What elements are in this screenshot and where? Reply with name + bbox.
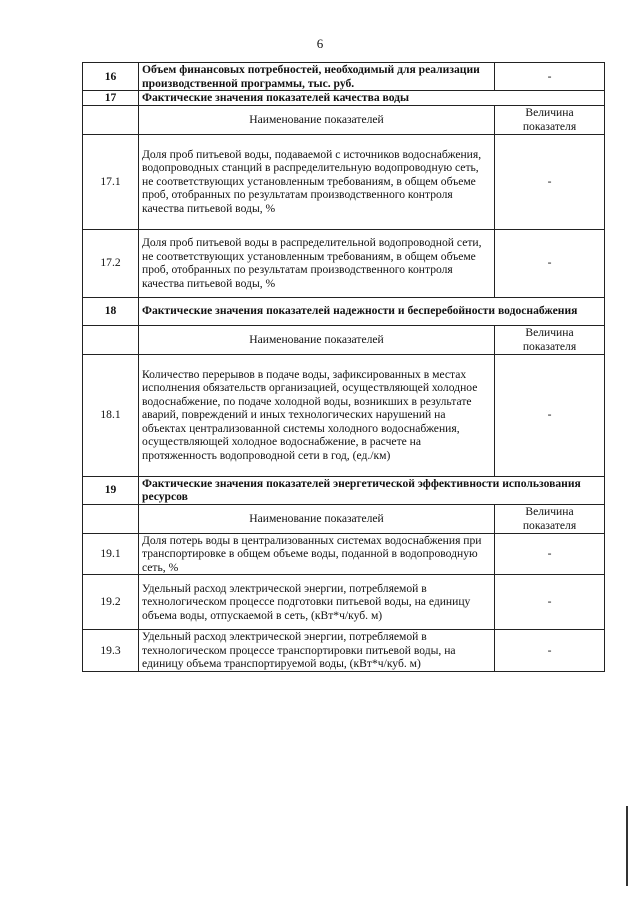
column-header-name: Наименование показателей xyxy=(139,504,495,533)
row-number: 19 xyxy=(83,476,139,504)
table-row-18 xyxy=(83,297,605,325)
row-number: 19.1 xyxy=(83,533,139,575)
row-description: Удельный расход электрической энергии, потребляемой в технологическом процессе подготовки питьевой воды, на единицу объема воды, отпускаемой в сеть, (кВт*ч/куб. м) xyxy=(139,575,495,630)
table-row-19-3 xyxy=(83,630,605,672)
page-number: 6 xyxy=(316,36,324,51)
row-description: Доля проб питьевой воды, подаваемой с источников водоснабжения, водопроводных станций в распределительную водопроводную сеть, не соответствующих установленным требованиям, в общем объеме проб, отобранных по результатам производственного контроля качества питьевой воды, % xyxy=(139,134,495,229)
table-row-19-1 xyxy=(83,533,605,575)
indicators-table xyxy=(82,62,605,672)
table-header-row xyxy=(83,504,605,533)
row-number: 18.1 xyxy=(83,354,139,476)
row-number: 18 xyxy=(83,297,139,325)
table-row-16 xyxy=(83,63,605,91)
table-header-row xyxy=(83,105,605,134)
row-value: - xyxy=(495,63,605,91)
column-header-value: Величина показателя xyxy=(495,504,605,533)
row-value: - xyxy=(495,134,605,229)
table-header-row xyxy=(83,325,605,354)
column-header-value: Величина показателя xyxy=(495,105,605,134)
row-number: 17.1 xyxy=(83,134,139,229)
empty-cell xyxy=(83,105,139,134)
table-row-17-2 xyxy=(83,229,605,297)
row-value: - xyxy=(495,354,605,476)
section-title: Фактические значения показателей энергетической эффективности использования ресурсов xyxy=(139,476,605,504)
table-row-19 xyxy=(83,476,605,504)
section-title: Фактические значения показателей качества воды xyxy=(139,91,605,106)
column-header-name: Наименование показателей xyxy=(139,325,495,354)
row-number: 19.3 xyxy=(83,630,139,672)
row-number: 17 xyxy=(83,91,139,106)
column-header-value: Величина показателя xyxy=(495,325,605,354)
row-description: Количество перерывов в подаче воды, зафиксированных в местах исполнения обязательств организацией, осуществляющей холодное водоснабжение, по подаче холодной воды, возникших в результате аварий, повреждений и иных технологических нарушений на объектах централизованной системы холодного водоснабжения, осуществляющей холодное водоснабжение, в расчете на протяженность водопроводной сети в год, (ед./км) xyxy=(139,354,495,476)
row-number: 16 xyxy=(83,63,139,91)
table-row-17-1 xyxy=(83,134,605,229)
row-description: Доля проб питьевой воды в распределительной водопроводной сети, не соответствующих установленным требованиям, в общем объеме проб, отобранных по результатам производственного контроля качества питьевой воды, % xyxy=(139,229,495,297)
row-title: Объем финансовых потребностей, необходимый для реализации производственной программы, тыс. руб. xyxy=(139,63,495,91)
row-value: - xyxy=(495,630,605,672)
scan-margin-line xyxy=(626,806,628,886)
table-row-19-2 xyxy=(83,575,605,630)
row-value: - xyxy=(495,575,605,630)
row-value: - xyxy=(495,229,605,297)
row-value: - xyxy=(495,533,605,575)
row-number: 19.2 xyxy=(83,575,139,630)
column-header-name: Наименование показателей xyxy=(139,105,495,134)
empty-cell xyxy=(83,504,139,533)
section-title: Фактические значения показателей надежности и бесперебойности водоснабжения xyxy=(139,297,605,325)
table-row-17 xyxy=(83,91,605,106)
row-description: Удельный расход электрической энергии, потребляемой в технологическом процессе транспортировки питьевой воды, на единицу объема транспортируемой воды, (кВт*ч/куб. м) xyxy=(139,630,495,672)
row-description: Доля потерь воды в централизованных системах водоснабжения при транспортировке в общем объеме воды, поданной в водопроводную сеть, % xyxy=(139,533,495,575)
row-number: 17.2 xyxy=(83,229,139,297)
table-row-18-1 xyxy=(83,354,605,476)
empty-cell xyxy=(83,325,139,354)
